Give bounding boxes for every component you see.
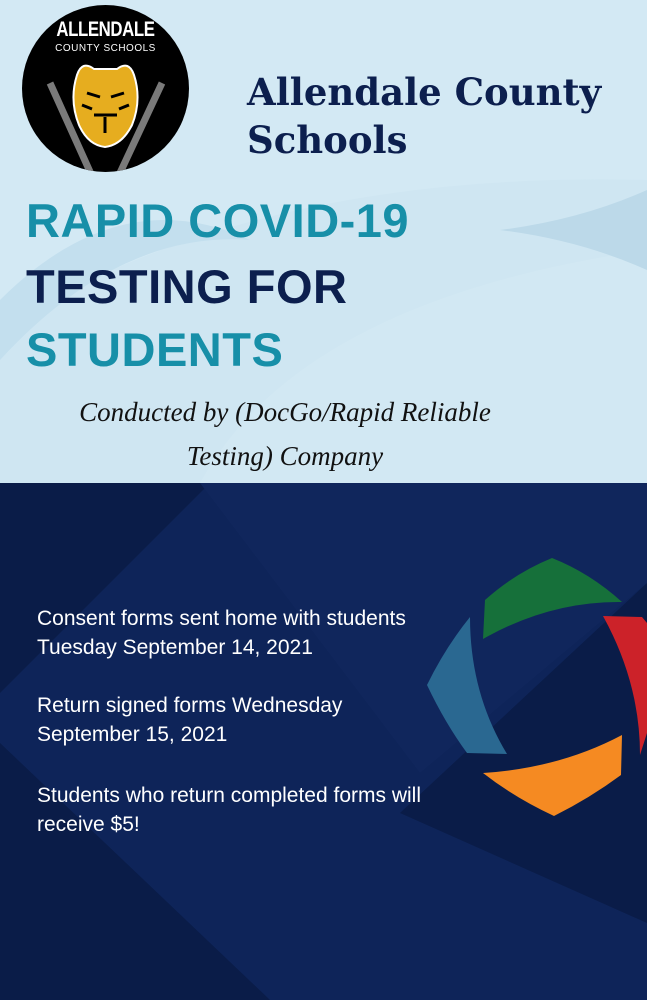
tiger-icon bbox=[22, 5, 189, 172]
return-forms-info: Return signed forms Wednesday September 15, 2021 bbox=[37, 694, 343, 746]
header-section bbox=[0, 0, 647, 483]
headline-line-3: STUDENTS bbox=[26, 323, 284, 376]
consent-forms-info: Consent forms sent home with students Tuesday September 14, 2021 bbox=[37, 607, 406, 659]
school-logo: ALLENDALE COUNTY SCHOOLS bbox=[22, 5, 189, 172]
headline-line-1: RAPID COVID-19 bbox=[26, 194, 410, 247]
subtitle: Conducted by (DocGo/Rapid Reliable Testing) Company bbox=[79, 397, 491, 471]
organization-name: Allendale County Schools bbox=[247, 70, 602, 162]
reward-info: Students who return completed forms will receive $5! bbox=[37, 784, 421, 836]
headline-line-2: TESTING FOR bbox=[26, 260, 348, 313]
